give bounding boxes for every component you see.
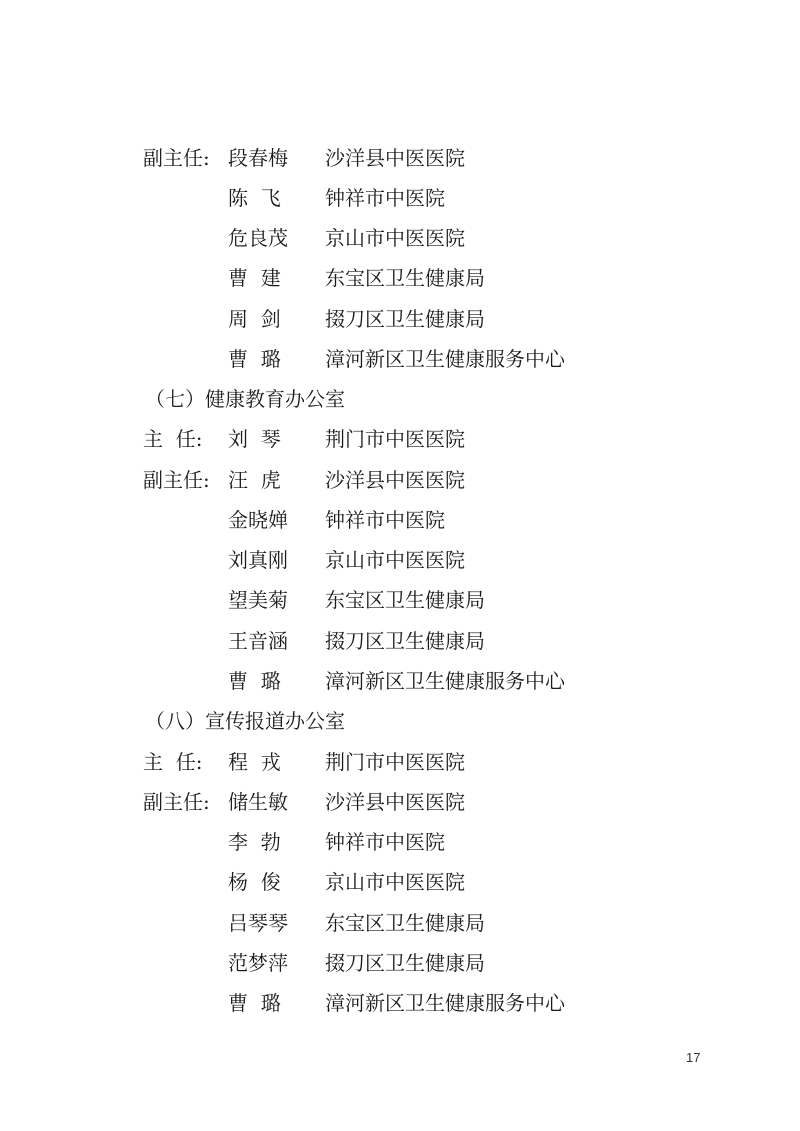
section-heading-row	[0, 701, 800, 741]
member-organization: 京山市中医医院	[325, 226, 465, 250]
member-organization: 钟祥市中医院	[325, 508, 445, 532]
member-organization: 沙洋县中医医院	[325, 790, 465, 814]
member-name: 杨 俊	[228, 870, 281, 894]
member-name: 李 勃	[228, 830, 281, 854]
member-name: 段春梅	[228, 146, 288, 170]
member-organization: 沙洋县中医医院	[325, 146, 465, 170]
member-name: 储生敏	[228, 790, 288, 814]
member-name: 周 剑	[228, 307, 281, 331]
member-row	[0, 621, 800, 661]
member-organization: 掇刀区卫生健康局	[325, 951, 485, 975]
member-row	[0, 419, 800, 459]
member-name: 刘真刚	[228, 548, 288, 572]
member-row	[0, 258, 800, 298]
member-organization: 漳河新区卫生健康服务中心	[325, 669, 565, 693]
member-organization: 漳河新区卫生健康服务中心	[325, 991, 565, 1015]
member-row	[0, 742, 800, 782]
member-row	[0, 540, 800, 580]
member-name: 王音涵	[228, 629, 288, 653]
member-name: 曹 璐	[228, 347, 281, 371]
member-organization: 东宝区卫生健康局	[325, 266, 485, 290]
member-organization: 京山市中医医院	[325, 548, 465, 572]
member-name: 曹 璐	[228, 669, 281, 693]
member-row	[0, 580, 800, 620]
member-row	[0, 138, 800, 178]
member-role: 副主任:	[143, 146, 210, 170]
member-row	[0, 661, 800, 701]
member-row	[0, 218, 800, 258]
member-row	[0, 500, 800, 540]
member-row	[0, 822, 800, 862]
member-organization: 掇刀区卫生健康局	[325, 629, 485, 653]
member-role: 副主任:	[143, 468, 210, 492]
member-organization: 掇刀区卫生健康局	[325, 307, 485, 331]
member-organization: 东宝区卫生健康局	[325, 911, 485, 935]
member-row	[0, 460, 800, 500]
member-organization: 荆门市中医医院	[325, 750, 465, 774]
member-name: 金晓婵	[228, 508, 288, 532]
member-role: 副主任:	[143, 790, 210, 814]
member-name: 曹 璐	[228, 991, 281, 1015]
member-name: 汪 虎	[228, 468, 281, 492]
member-organization: 东宝区卫生健康局	[325, 588, 485, 612]
member-organization: 荆门市中医医院	[325, 427, 465, 451]
member-role: 主 任:	[143, 750, 203, 774]
member-name: 刘 琴	[228, 427, 281, 451]
member-organization: 漳河新区卫生健康服务中心	[325, 347, 565, 371]
member-organization: 京山市中医医院	[325, 870, 465, 894]
member-name: 望美菊	[228, 588, 288, 612]
member-name: 吕琴琴	[228, 911, 288, 935]
member-name: 程 戎	[228, 750, 281, 774]
member-row	[0, 862, 800, 902]
member-row	[0, 339, 800, 379]
member-name: 曹 建	[228, 266, 281, 290]
section-heading-row	[0, 379, 800, 419]
member-row	[0, 782, 800, 822]
member-row	[0, 178, 800, 218]
section-heading: （七）健康教育办公室	[145, 387, 345, 411]
member-name: 范梦萍	[228, 951, 288, 975]
section-heading: （八）宣传报道办公室	[145, 709, 345, 733]
member-role: 主 任:	[143, 427, 203, 451]
member-row	[0, 299, 800, 339]
member-organization: 钟祥市中医院	[325, 186, 445, 210]
member-organization: 钟祥市中医院	[325, 830, 445, 854]
member-organization: 沙洋县中医医院	[325, 468, 465, 492]
member-row	[0, 983, 800, 1023]
member-name: 危良茂	[228, 226, 288, 250]
member-name: 陈 飞	[228, 186, 281, 210]
page-number: 17	[686, 1050, 701, 1065]
member-row	[0, 903, 800, 943]
member-row	[0, 943, 800, 983]
